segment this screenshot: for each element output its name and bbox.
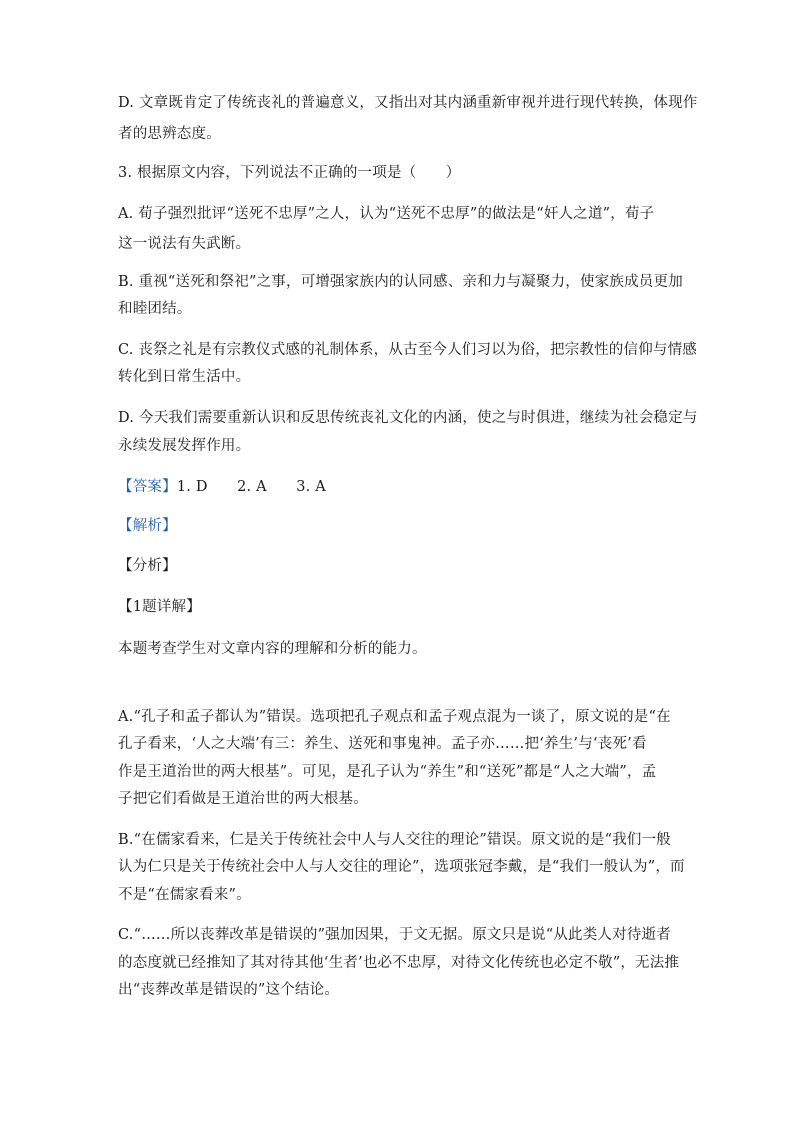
q2-option-d-line2: 者的思辨态度。 (118, 126, 221, 142)
explain-a-line1: A.“孔子和孟子都认为”错误。选项把孔子观点和孟子观点混为一谈了，原文说的是“在 (118, 709, 671, 725)
q3-option-c-line1: C. 丧祭之礼是有宗教仪式感的礼制体系，从古至今人们习以为俗，把宗教性的信仰与情感 (118, 342, 697, 358)
answer-label: 【答案】 (118, 479, 177, 495)
detail1-intro: 本题考查学生对文章内容的理解和分析的能力。 (118, 641, 427, 657)
q3-option-b-line1: B. 重视“送死和祭祀”之事，可增强家族内的认同感、亲和力与凝聚力，使家族成员更加 (118, 274, 683, 290)
q3-option-b-line2: 和睦团结。 (118, 301, 192, 317)
explain-c-line2: 的态度就已经推知了其对待其他‘生者’也必不忠厚，对待文化传统也必定不敬”，无法推 (118, 955, 680, 971)
explain-a-line4: 子把它们看做是王道治世的两大根基。 (118, 791, 368, 807)
fenxi-label: 【分析】 (118, 558, 177, 574)
answer-line (118, 474, 678, 500)
explain-b-line3: 不是“在儒家看来”。 (118, 887, 251, 903)
q3-option-d-line2: 永续发展发挥作用。 (118, 438, 251, 454)
explain-c-line1: C.“……所以丧葬改革是错误的”强加因果，于文无据。原文只是说“从此类人对待逝者 (118, 927, 671, 943)
explain-a-line3: 作是王道治世的两大根基”。可见，是孔子认为“养生”和“送死”都是“人之大端”，孟 (118, 764, 657, 780)
detail1-label: 【1题详解】 (118, 599, 201, 615)
q3-option-a-line2: 这一说法有失武断。 (118, 236, 251, 252)
q3-option-c-line2: 转化到日常生活中。 (118, 369, 251, 385)
analysis-label: 【解析】 (118, 518, 177, 534)
explain-b-line2: 认为仁只是关于传统社会中人与人交往的理论”，选项张冠李戴，是“我们一般认为”，而 (118, 859, 685, 875)
explain-c-line3: 出“丧葬改革是错误的”这个结论。 (118, 982, 340, 998)
q2-option-d-line1: D. 文章既肯定了传统丧礼的普遍意义，又指出对其内涵重新审视并进行现代转换，体现作 (118, 95, 698, 111)
answer-text: 1. D 2. A 3. A (176, 479, 326, 495)
q3-stem: 3. 根据原文内容，下列说法不正确的一项是（ ） (118, 165, 461, 181)
q3-option-a-line1: A. 荀子强烈批评“送死不忠厚”之人，认为“送死不忠厚”的做法是“奸人之道”，荀子 (118, 206, 655, 222)
explain-b-line1: B.“在儒家看来，仁是关于传统社会中人与人交往的理论”错误。原文说的是“我们一般 (118, 832, 671, 848)
q3-option-d-line1: D. 今天我们需要重新认识和反思传统丧礼文化的内涵，使之与时俱进，继续为社会稳定与 (118, 410, 698, 426)
explain-a-line2: 孔子看来，‘人之大端’有三：养生、送死和事鬼神。孟子亦……把‘养生’与‘丧死’看 (118, 736, 647, 752)
